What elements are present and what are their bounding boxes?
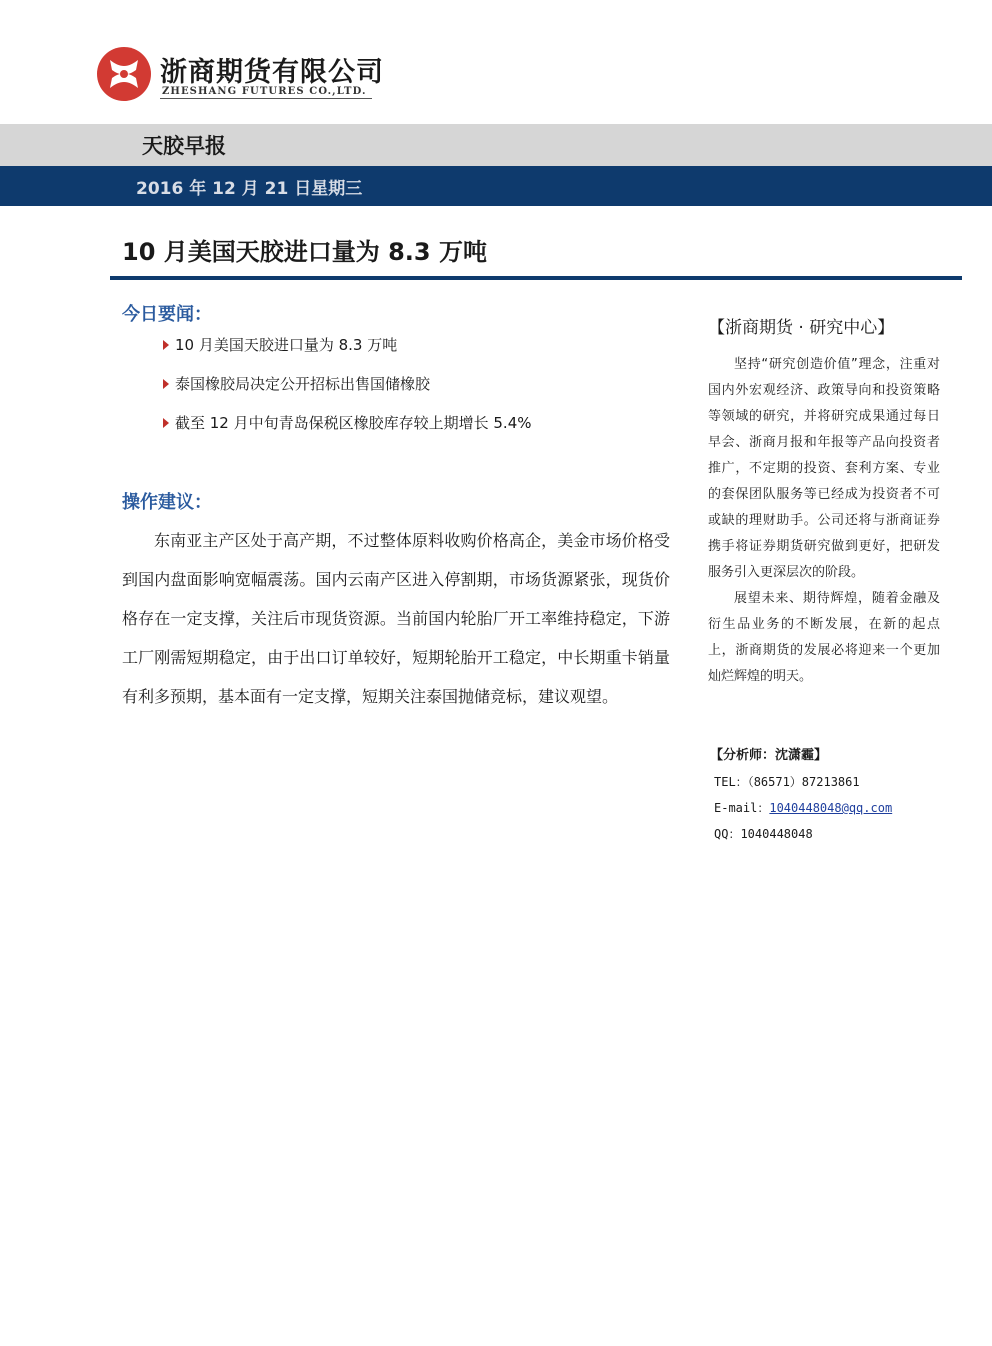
- triangle-bullet-icon: [163, 418, 169, 428]
- research-center-paragraph: 展望未来、期待辉煌，随着金融及衍生品业务的不断发展，在新的起点上，浙商期货的发展必将迎来一个更加灿烂辉煌的明天。: [708, 591, 940, 684]
- report-date: 2016 年 12 月 21 日星期三: [136, 179, 363, 199]
- tel-label: TEL：: [714, 775, 748, 789]
- news-list: [160, 334, 532, 451]
- tel-line: [714, 773, 860, 790]
- qq-label: QQ：: [714, 827, 741, 841]
- email-line: [714, 799, 892, 816]
- email-link[interactable]: 1040448048@qq.com: [769, 801, 893, 815]
- news-item: [160, 334, 532, 373]
- research-center-body: [708, 352, 940, 690]
- report-type: 天胶早报: [142, 134, 226, 158]
- news-item: [160, 373, 532, 412]
- news-item-text: 泰国橡胶局决定公开招标出售国储橡胶: [175, 375, 431, 393]
- news-section-title: 今日要闻：: [122, 304, 212, 325]
- news-item: [160, 412, 532, 451]
- advice-section-title: 操作建议：: [122, 492, 212, 513]
- title-divider: [110, 276, 962, 280]
- qq-line: [714, 825, 813, 842]
- research-center-title: 【浙商期货 · 研究中心】: [708, 318, 895, 338]
- page-title: 10 月美国天胶进口量为 8.3 万吨: [122, 238, 487, 266]
- company-logo-icon: [96, 46, 152, 102]
- company-name: 浙商期货有限公司: [160, 57, 384, 88]
- triangle-bullet-icon: [163, 379, 169, 389]
- qq-value: 1040448048: [740, 827, 813, 841]
- advice-body: 东南亚主产区处于高产期，不过整体原料收购价格高企，美金市场价格受到国内盘面影响宽幅震荡。国内云南产区进入停割期，市场货源紧张，现货价格存在一定支撑，关注后市现货资源。当前国内轮胎厂开工率维持稳定，下游工厂刚需短期稳定，由于出口订单较好，短期轮胎开工稳定，中长期重卡销量有利多预期，基本面有一定支撑，短期关注泰国抛储竞标，建议观望。: [122, 531, 670, 706]
- news-item-text: 截至 12 月中旬青岛保税区橡胶库存较上期增长 5.4%: [175, 414, 532, 432]
- triangle-bullet-icon: [163, 340, 169, 350]
- email-label: E-mail：: [714, 801, 770, 815]
- research-center-paragraph: 坚持“研究创造价值”理念，注重对国内外宏观经济、政策导向和投资策略等领域的研究，并将研究成果通过每日早会、浙商月报和年报等产品向投资者推广，不定期的投资、套利方案、专业的套保团队服务等已经成为投资者不可或缺的理财助手。公司还将与浙商证券携手将证券期货研究做到更好，把研发服务引入更深层次的阶段。: [708, 357, 940, 580]
- brand-divider: [160, 98, 372, 99]
- tel-value: （86571）87213861: [747, 775, 860, 789]
- news-item-text: 10 月美国天胶进口量为 8.3 万吨: [175, 336, 398, 354]
- analyst-label: 【分析师：沈潇霾】: [710, 748, 828, 763]
- company-name-en: ZHESHANG FUTURES CO.,LTD.: [162, 86, 367, 97]
